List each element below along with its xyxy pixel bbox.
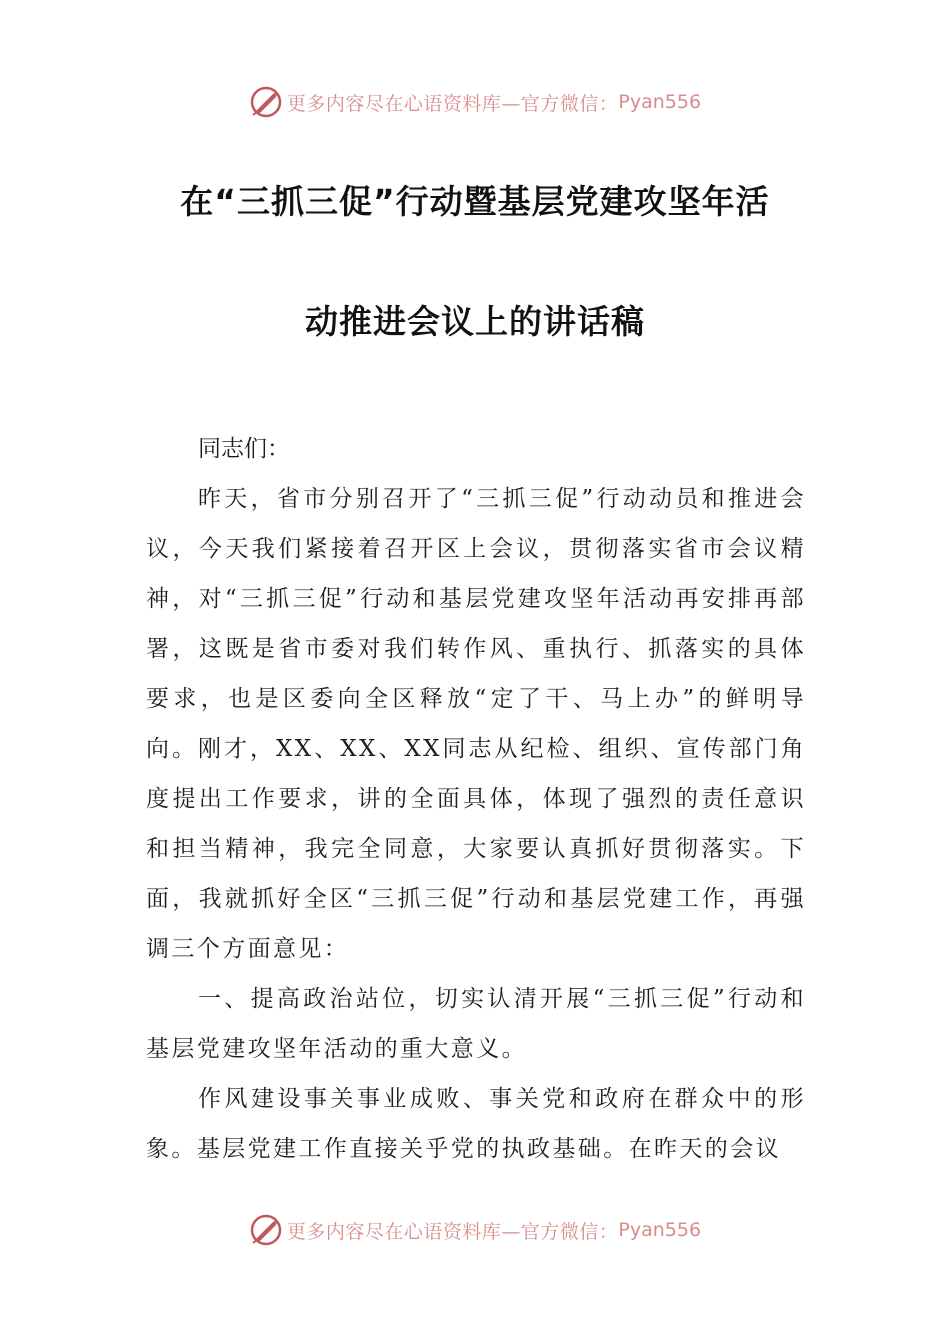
body-paragraph: 作风建设事关事业成败、事关党和政府在群众中的形象。基层党建工作直接关乎党的执政基础。在昨天的会议	[146, 1086, 806, 1162]
quill-pen-icon	[249, 1213, 283, 1247]
quill-pen-icon	[249, 85, 283, 119]
section-heading: 一、提高政治站位，切实认清开展“三抓三促”行动和基层党建攻坚年活动的重大意义。	[146, 986, 806, 1062]
wechat-id: Pyan556	[618, 91, 702, 113]
salutation: 同志们：	[198, 436, 290, 462]
watermark-text: 更多内容尽在心语资料库—官方微信：	[286, 92, 619, 115]
watermark-text: 更多内容尽在心语资料库—官方微信：	[286, 1220, 619, 1243]
watermark-banner-top	[0, 82, 950, 122]
body-paragraph: 昨天，省市分别召开了“三抓三促”行动动员和推进会议，今天我们紧接着召开区上会议，贯彻落实省市会议精神，对“三抓三促”行动和基层党建攻坚年活动再安排再部署，这既是省市委对我们转作风、重执行、抓落实的具体要求，也是区委向全区释放“定了干、马上办”的鲜明导向。刚才，XX、XX、XX同志从纪检、组织、宣传部门角度提出工作要求，讲的全面具体，体现了强烈的责任意识和担当精神，我完全同意，大家要认真抓好贯彻落实。下面，我就抓好全区“三抓三促”行动和基层党建工作，再强调三个方面意见：	[146, 486, 806, 962]
wechat-id: Pyan556	[618, 1219, 702, 1241]
page-title-line-1: 在“三抓三促”行动暨基层党建攻坚年活	[180, 182, 770, 221]
watermark-banner-bottom	[0, 1210, 950, 1250]
page-title-line-2: 动推进会议上的讲话稿	[305, 302, 645, 341]
